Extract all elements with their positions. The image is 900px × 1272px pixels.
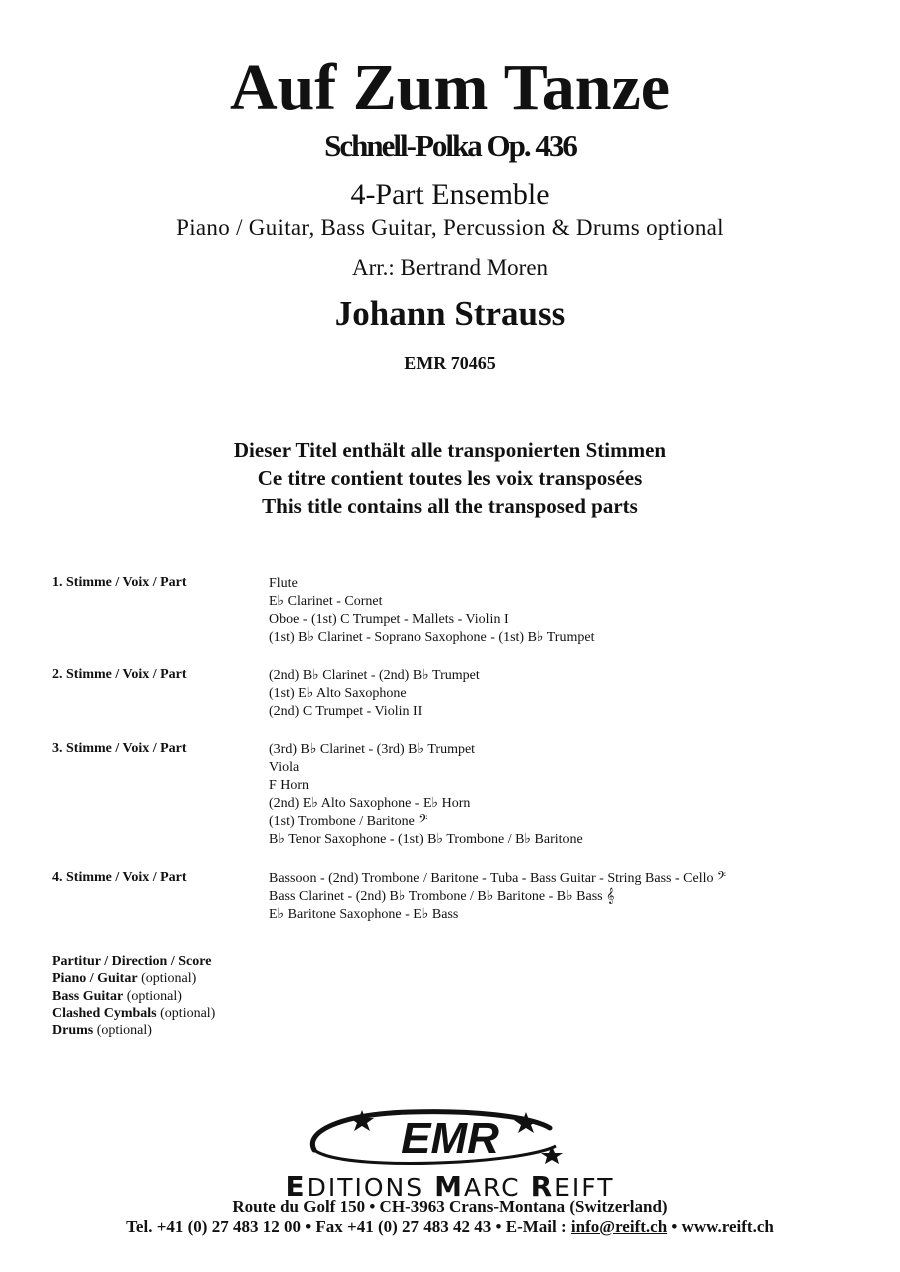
composer: Johann Strauss (334, 294, 566, 333)
instrument-line: Bassoon - (2nd) Trombone / Baritone - Tuba - Bass Guitar - String Bass - Cello 𝄢 (269, 871, 726, 886)
instrument-line: (1st) B♭ Clarinet - Soprano Saxophone - (1st) B♭ Trumpet (269, 630, 595, 645)
instrument-line: B♭ Tenor Saxophone - (1st) B♭ Trombone / B♭ Baritone (269, 832, 583, 847)
instrument-line: (3rd) B♭ Clarinet - (3rd) B♭ Trumpet (269, 742, 476, 757)
publisher-address: Route du Golf 150 • CH-3963 Crans-Montana (Switzerland) (232, 1197, 668, 1216)
ensemble: 4-Part Ensemble (350, 178, 550, 211)
instrument-line: E♭ Baritone Saxophone - E♭ Bass (269, 907, 459, 922)
emr-logo (300, 1106, 600, 1170)
publisher-name: EDITIONS MARC REIFT (285, 1170, 615, 1203)
star-icon (514, 1112, 538, 1133)
extra-part: Bass Guitar (optional) (52, 988, 182, 1004)
extra-part: Partitur / Direction / Score (52, 954, 212, 969)
notice-french: Ce titre contient toutes les voix transposées (257, 466, 643, 490)
extra-parts-list (52, 953, 215, 1039)
instrument-line: (2nd) B♭ Clarinet - (2nd) B♭ Trumpet (269, 668, 480, 683)
part-4-label: 4. Stimme / Voix / Part (52, 870, 187, 885)
title: Auf Zum Tanze (229, 51, 671, 124)
instrument-line: Bass Clarinet - (2nd) B♭ Trombone / B♭ Baritone - B♭ Bass 𝄞 (269, 889, 615, 904)
extra-part: Clashed Cymbals (optional) (52, 1005, 216, 1021)
instrument-line: (2nd) E♭ Alto Saxophone - E♭ Horn (269, 796, 471, 811)
arranger: Arr.: Bertrand Moren (351, 255, 549, 280)
part-3-label: 3. Stimme / Voix / Part (52, 741, 187, 756)
notice-english: This title contains all the transposed parts (262, 494, 638, 518)
publisher-contact: Tel. +41 (0) 27 483 12 00 • Fax +41 (0) 27 483 42 43 • E-Mail : info@reift.ch • www.reift.ch (126, 1217, 774, 1236)
part-2-instruments (269, 667, 480, 721)
notice-german: Dieser Titel enthält alle transponierten Stimmen (233, 438, 667, 462)
catalog-number: EMR 70465 (404, 353, 496, 373)
instrument-line: F Horn (269, 778, 310, 793)
instrument-line: Oboe - (1st) C Trumpet - Mallets - Violin I (269, 612, 509, 627)
logo-text: EMR (401, 1114, 499, 1163)
subtitle: Schnell-Polka Op. 436 (324, 128, 576, 163)
instrument-line: (1st) Trombone / Baritone 𝄢 (269, 814, 428, 829)
part-1-instruments (269, 575, 594, 647)
instrumentation: Piano / Guitar, Bass Guitar, Percussion & Drums optional (176, 215, 724, 240)
extra-part: Piano / Guitar (optional) (52, 971, 197, 987)
instrument-line: (2nd) C Trumpet - Violin II (269, 704, 423, 719)
part-4-instruments (269, 870, 726, 924)
instrument-line: (1st) E♭ Alto Saxophone (269, 686, 407, 701)
star-icon (541, 1146, 563, 1164)
instrument-line: Flute (269, 576, 298, 591)
part-2-label: 2. Stimme / Voix / Part (52, 667, 187, 682)
part-1-label: 1. Stimme / Voix / Part (52, 575, 187, 590)
instrument-line: E♭ Clarinet - Cornet (269, 594, 383, 609)
email-link[interactable]: info@reift.ch (570, 1217, 668, 1236)
part-3-instruments (269, 741, 583, 849)
instrument-line: Viola (269, 760, 300, 775)
extra-part: Drums (optional) (52, 1023, 152, 1039)
